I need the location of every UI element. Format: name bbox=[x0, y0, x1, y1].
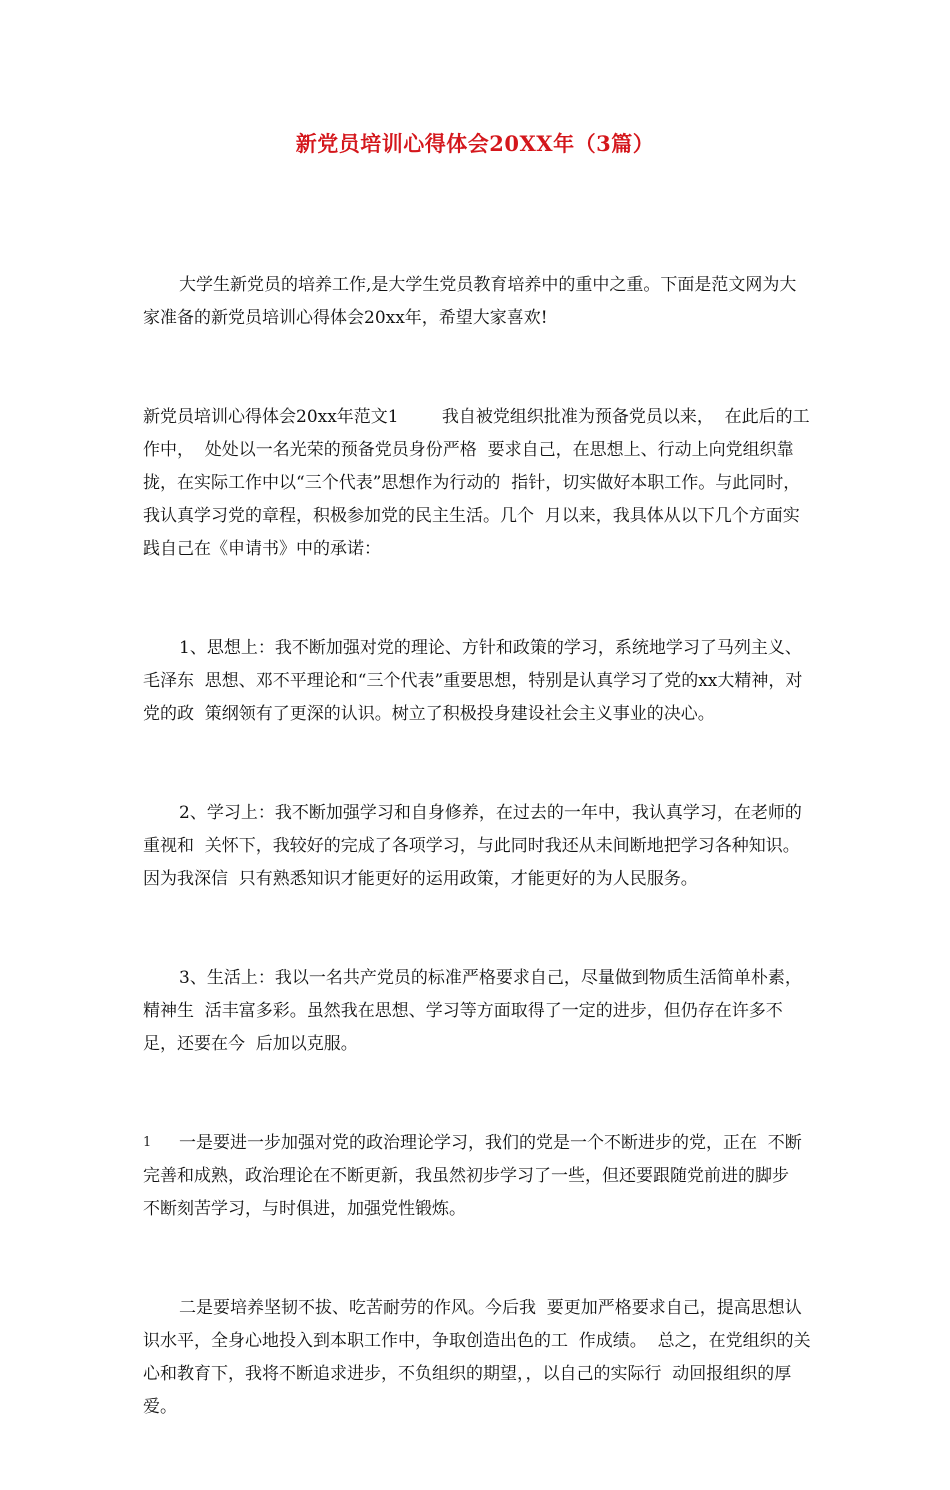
thought-paragraph: 1、思想上：我不断加强对党的理论、方针和政策的学习，系统地学习了马列主义、毛泽东 思想、邓不平理论和“三个代表”重要思想，特别是认真学习了党的xx大精神，对党的政 策纲领有了更深的认识。树立了积极投身建设社会主义事业的决心。 bbox=[143, 638, 803, 724]
document-title: 新党员培训心得体会20XX年（3篇） bbox=[295, 131, 655, 156]
intro-paragraph: 大学生新党员的培养工作,是大学生党员教育培养中的重中之重。下面是范文网为大家准备的新党员培训心得体会20xx年，希望大家喜欢! bbox=[143, 275, 797, 328]
sample-1-paragraph: 新党员培训心得体会20xx年范文1 我自被党组织批准为预备党员以来， 在此后的工作中， 处处以一名光荣的预备党员身份严格 要求自己，在思想上、行动上向党组织靠拢，在实际工作中以“三个代表”思想作为行动的 指针，切实做好本职工作。与此同时，我认真学习党的章程，积极参加党的民主生活。几个 月以来，我具体从以下几个方面实践自己在《申请书》中的承诺： bbox=[143, 407, 810, 559]
conclusion-paragraph: 二是要培养坚韧不拔、吃苦耐劳的作风。今后我 要更加严格要求自己，提高思想认识水平，全身心地投入到本职工作中，争取创造出色的工 作成绩。 总之，在党组织的关心和教育下，我将不断追求进步，不负组织的期望，，以自己的实际行 动回报组织的厚爱。 bbox=[143, 1298, 811, 1417]
document-body bbox=[143, 203, 813, 1490]
theory-paragraph: 一是要进一步加强对党的政治理论学习，我们的党是一个不断进步的党，正在 不断完善和成熟，政治理论在不断更新，我虽然初步学习了一些，但还要跟随党前进的脚步 不断刻苦学习，与时俱进，加强党性锻炼。 bbox=[143, 1133, 802, 1219]
life-paragraph: 3、生活上：我以一名共产党员的标准严格要求自己，尽量做到物质生活简单朴素，精神生 活丰富多彩。虽然我在思想、学习等方面取得了一定的进步，但仍存在许多不足，还要在今 后加以克服。 bbox=[143, 968, 802, 1054]
page-number: 1 bbox=[143, 1135, 152, 1150]
study-paragraph: 2、学习上：我不断加强学习和自身修养，在过去的一年中，我认真学习，在老师的重视和 关怀下，我较好的完成了各项学习，与此同时我还从未间断地把学习各种知识。因为我深信 只有熟悉知识才能更好的运用政策，才能更好的为人民服务。 bbox=[143, 803, 802, 889]
